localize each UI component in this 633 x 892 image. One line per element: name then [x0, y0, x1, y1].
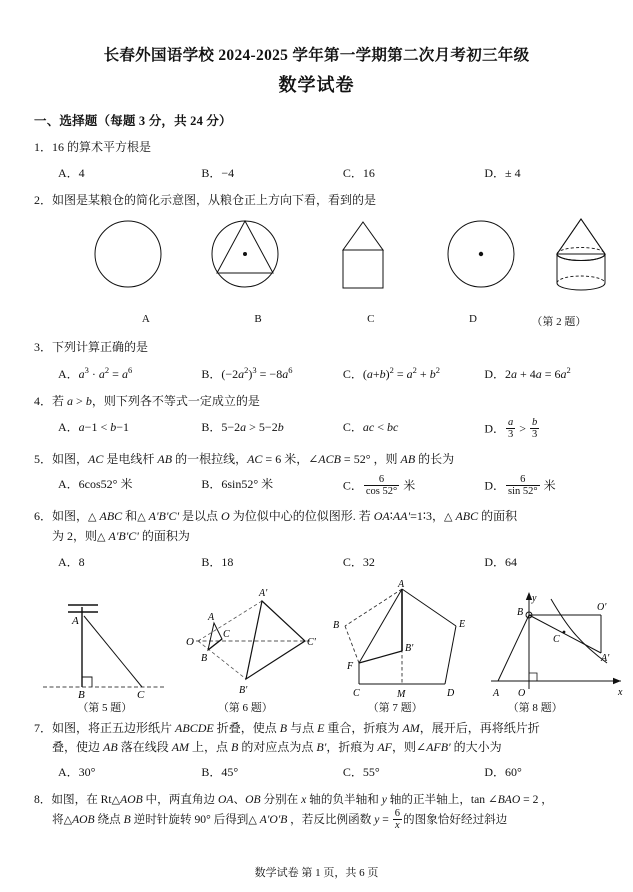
svg-text:C: C [353, 688, 360, 700]
figure-caption-q2: （第 2 题） [531, 316, 587, 329]
figure-label-d: D [468, 313, 477, 326]
svg-text:B: B [333, 620, 340, 632]
option-c[interactable]: C． $\frac{6}{\cos 52^\circ}$ 米 [342, 474, 416, 498]
option-d[interactable]: D． $\frac{a}{3}$ > $\frac{b}{3}$ [484, 416, 538, 440]
svg-text:B: B [78, 689, 85, 700]
svg-text:D: D [447, 688, 455, 700]
option-c[interactable]: C．32 [342, 554, 375, 569]
svg-text:O: O [518, 688, 526, 700]
question-2-figure-labels [34, 313, 599, 329]
svg-text:A: A [72, 615, 79, 628]
svg-text:B': B' [405, 643, 414, 655]
svg-text:A: A [398, 579, 405, 591]
section-heading: 一、选择题（每题 3 分，共 24 分） [34, 114, 232, 129]
svg-text:F: F [347, 661, 354, 673]
figure-caption-5: （第 5 题） [77, 702, 133, 715]
option-d[interactable]: D．64 [484, 554, 517, 569]
figure-7 [329, 579, 479, 699]
question-1-options [34, 164, 599, 183]
figure-label-b: B [254, 313, 262, 326]
question-4-stem: 4．若 a > b，则下列各不等式一定成立的是 [34, 394, 260, 409]
option-a[interactable]: A．6cos52° 米 [58, 477, 133, 492]
svg-text:B: B [201, 653, 208, 665]
question-7 [34, 719, 599, 782]
question-1-number: 1． [34, 140, 53, 155]
svg-text:C': C' [307, 637, 316, 649]
figure-5 [38, 579, 168, 699]
figure-6 [174, 579, 324, 699]
figure-2d [443, 216, 519, 292]
question-8 [34, 791, 599, 832]
question-5-number: 5． [34, 451, 53, 466]
question-6-options [34, 553, 599, 572]
option-a[interactable]: A．a−1 < b−1 [58, 419, 129, 434]
question-8-stem-line2: 将△AOB 绕点 B 逆时针旋转 90° 后得到△ A'O'B ，若反比例函数 y = $\frac{6}{x}$ 的图象恰好经过斜边 [52, 807, 508, 831]
question-3-text: 下列计算正确的是 [52, 340, 149, 355]
option-d[interactable]: D． $\frac{6}{\sin 52^\circ}$ 米 [484, 474, 556, 498]
question-4 [34, 392, 599, 441]
question-7-stem-line1: 7．如图，将正五边形纸片 ABCDE 折叠，使点 B 与点 E 重合，折痕为 AM，展开后，再将纸片折 [34, 721, 540, 736]
figure-caption-7: （第 7 题） [367, 702, 423, 715]
option-b[interactable]: B．5−2a > 5−2b [201, 419, 284, 434]
question-7-number: 7． [34, 721, 53, 736]
question-2-figures [34, 216, 599, 312]
question-2-text: 如图是某粮仓的简化示意图，从粮仓正上方向下看，看到的是 [52, 193, 377, 208]
figure-2-silo [539, 216, 623, 298]
figure-caption-8: （第 8 题） [507, 702, 563, 715]
question-6-stem-line2: 为 2，则△ A'B'C' 的面积为 [52, 528, 190, 543]
option-c[interactable]: C．55° [342, 765, 380, 780]
question-3-stem [34, 338, 599, 357]
question-8-stem-line1: 8．如图，在 Rt△AOB 中，两直角边 OA、OB 分别在 x 轴的负半轴和 y 轴的正半轴上，tan ∠BAO = 2 ， [34, 792, 553, 806]
svg-text:C: C [223, 629, 230, 641]
question-6-stem-line1: 6．如图，△ ABC 和△ A'B'C' 是以点 O 为位似中心的位似图形. 若 OA∶AA'=1∶3，△ ABC 的面积 [34, 509, 518, 524]
question-5 [34, 450, 599, 499]
svg-text:A': A' [601, 653, 610, 665]
question-1-stem [34, 138, 599, 157]
question-8-number: 8． [34, 792, 52, 806]
figure-2b [207, 216, 283, 292]
figure-8 [481, 579, 631, 699]
option-c[interactable]: C．$(a+b)^2 = a^2 + b^2$ [342, 364, 440, 381]
svg-text:O': O' [597, 602, 607, 614]
svg-text:A: A [493, 688, 500, 700]
question-3-number: 3． [34, 340, 53, 355]
svg-text:M: M [397, 689, 406, 700]
option-a[interactable]: A．8 [58, 554, 85, 569]
question-5-options [34, 475, 599, 498]
svg-text:C: C [553, 634, 560, 646]
figure-caption-6: （第 6 题） [217, 702, 273, 715]
figure-label-c: C [367, 313, 375, 326]
option-a[interactable]: A．4 [58, 165, 85, 180]
question-7-stem-line2: 叠，使边 AB 落在线段 AM 上，点 B 的对应点为点 B'，折痕为 AF，则∠AFB' 的大小为 [52, 739, 502, 754]
question-5-stem: 5．如图，AC 是电线杆 AB 的一根拉线，AC = 6 米，∠ACB = 52° ，则 AB 的长为 [34, 451, 455, 466]
option-d[interactable]: D．60° [484, 765, 522, 780]
question-4-options [34, 418, 599, 441]
question-2 [34, 191, 599, 210]
svg-text:O: O [186, 636, 194, 649]
svg-text:A': A' [259, 588, 268, 600]
question-1-text: 16 的算术平方根是 [52, 140, 152, 155]
option-b[interactable]: B．$(-2a^2)^3 = -8a^6$ [201, 364, 293, 381]
svg-text:x: x [618, 687, 623, 699]
option-d[interactable]: D．$2a + 4a = 6a^2$ [484, 364, 571, 381]
option-c[interactable]: C．16 [342, 165, 375, 180]
question-6-number: 6． [34, 509, 53, 524]
svg-text:C: C [137, 689, 145, 700]
question-7-options [34, 763, 599, 782]
question-4-number: 4． [34, 394, 53, 409]
option-c[interactable]: C．ac < bc [342, 419, 399, 434]
option-b[interactable]: B．18 [201, 554, 234, 569]
figure-2a [90, 216, 166, 292]
question-6 [34, 507, 599, 571]
option-a[interactable]: A．$a^3 \cdot a^2 = a^6$ [58, 364, 133, 381]
page-subtitle: 数学试卷 [278, 75, 355, 96]
figure-captions-row [34, 699, 599, 715]
option-b[interactable]: B．45° [201, 765, 239, 780]
svg-text:B': B' [239, 685, 248, 697]
svg-text:A: A [208, 612, 215, 624]
svg-text:y: y [532, 593, 537, 605]
option-d[interactable]: D．± 4 [484, 165, 521, 180]
figures-5-to-8 [34, 579, 623, 700]
option-b[interactable]: B．−4 [201, 165, 235, 180]
figure-label-a: A [141, 313, 150, 326]
question-1 [34, 138, 599, 182]
page-title: 长春外国语学校 2024-2025 学年第一学期第二次月考初三年级 [103, 47, 530, 64]
question-3 [34, 338, 599, 383]
question-2-stem [34, 191, 599, 210]
option-b[interactable]: B．6sin52° 米 [201, 477, 274, 492]
option-a[interactable]: A．30° [58, 765, 96, 780]
figure-2c [325, 216, 401, 292]
svg-text:B: B [517, 607, 524, 619]
question-3-options [34, 364, 599, 384]
page-footer: 数学试卷 第 1 页，共 6 页 [254, 867, 379, 879]
question-2-number: 2． [34, 193, 53, 208]
svg-text:E: E [459, 619, 466, 631]
